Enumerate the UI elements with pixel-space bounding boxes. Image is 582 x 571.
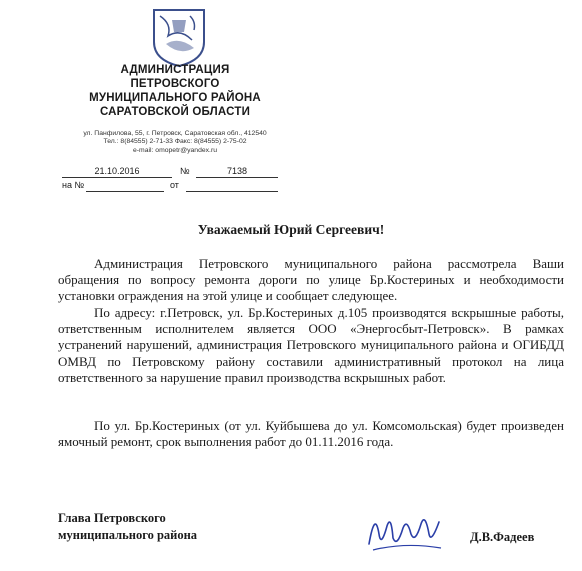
- org-line: АДМИНИСТРАЦИЯ: [120, 64, 230, 76]
- coat-of-arms-emblem: [150, 6, 208, 68]
- signatory-title-line: Глава Петровского: [58, 511, 166, 525]
- date-value: 21.10.2016: [94, 166, 140, 176]
- number-value: 7138: [226, 166, 248, 176]
- org-line: САРАТОВСКОЙ ОБЛАСТИ: [99, 106, 251, 118]
- signatory-title-line: муниципального района: [58, 528, 198, 542]
- greeting: Уважаемый Юрий Сергеевич!: [197, 222, 385, 237]
- outgoing-number: [196, 166, 278, 178]
- handwritten-signature: [365, 504, 445, 560]
- body-paragraph: По ул. Бр.Костериных (от ул. Куйбышева до ул. Комсомольская) будет произведен ямочный ремонт, срок выполнения работ до 01.11.2016 года.: [58, 418, 564, 450]
- address-block: [30, 130, 320, 155]
- signatory-name: Д.В.Фадеев: [470, 530, 535, 544]
- org-line: ПЕТРОВСКОГО: [130, 78, 220, 90]
- address-line: ул. Панфилова, 55, г. Петровск, Саратовская обл., 412540: [83, 130, 267, 137]
- organization-name: [30, 63, 320, 119]
- outgoing-date: [62, 166, 172, 178]
- body-paragraph: По адресу: г.Петровск, ул. Бр.Костериных д.105 производятся вскрышные работы, ответственным исполнителем является ООО «Энергосбыт-Петровск». В рамках устранений нарушений, администрация Петровского муниципального района и ОГИБДД ОМВД по Петровскому району составили административный протокол на лица ответственного за нарушение правил производства вскрышных работ.: [58, 305, 564, 385]
- org-line: МУНИЦИПАЛЬНОГО РАЙОНА: [89, 92, 261, 104]
- ref-date-line: [186, 180, 278, 192]
- body-paragraph: Администрация Петровского муниципального района рассмотрела Ваши обращения по вопросу ремонта дороги по улице Бр.Костериных и необходимости установки ограждения на этой улице и сообщает следующее.: [58, 256, 564, 304]
- from-label: от: [170, 180, 179, 190]
- signatory-title: [58, 510, 197, 544]
- ref-number-line: [86, 180, 164, 192]
- ref-label: на №: [62, 180, 85, 190]
- phone-line: Тел.: 8(84555) 2-71-33 Факс: 8(84555) 2-75-02: [103, 138, 247, 146]
- number-label: №: [180, 166, 190, 176]
- email-line: e-mail: omopetr@yandex.ru: [133, 146, 217, 154]
